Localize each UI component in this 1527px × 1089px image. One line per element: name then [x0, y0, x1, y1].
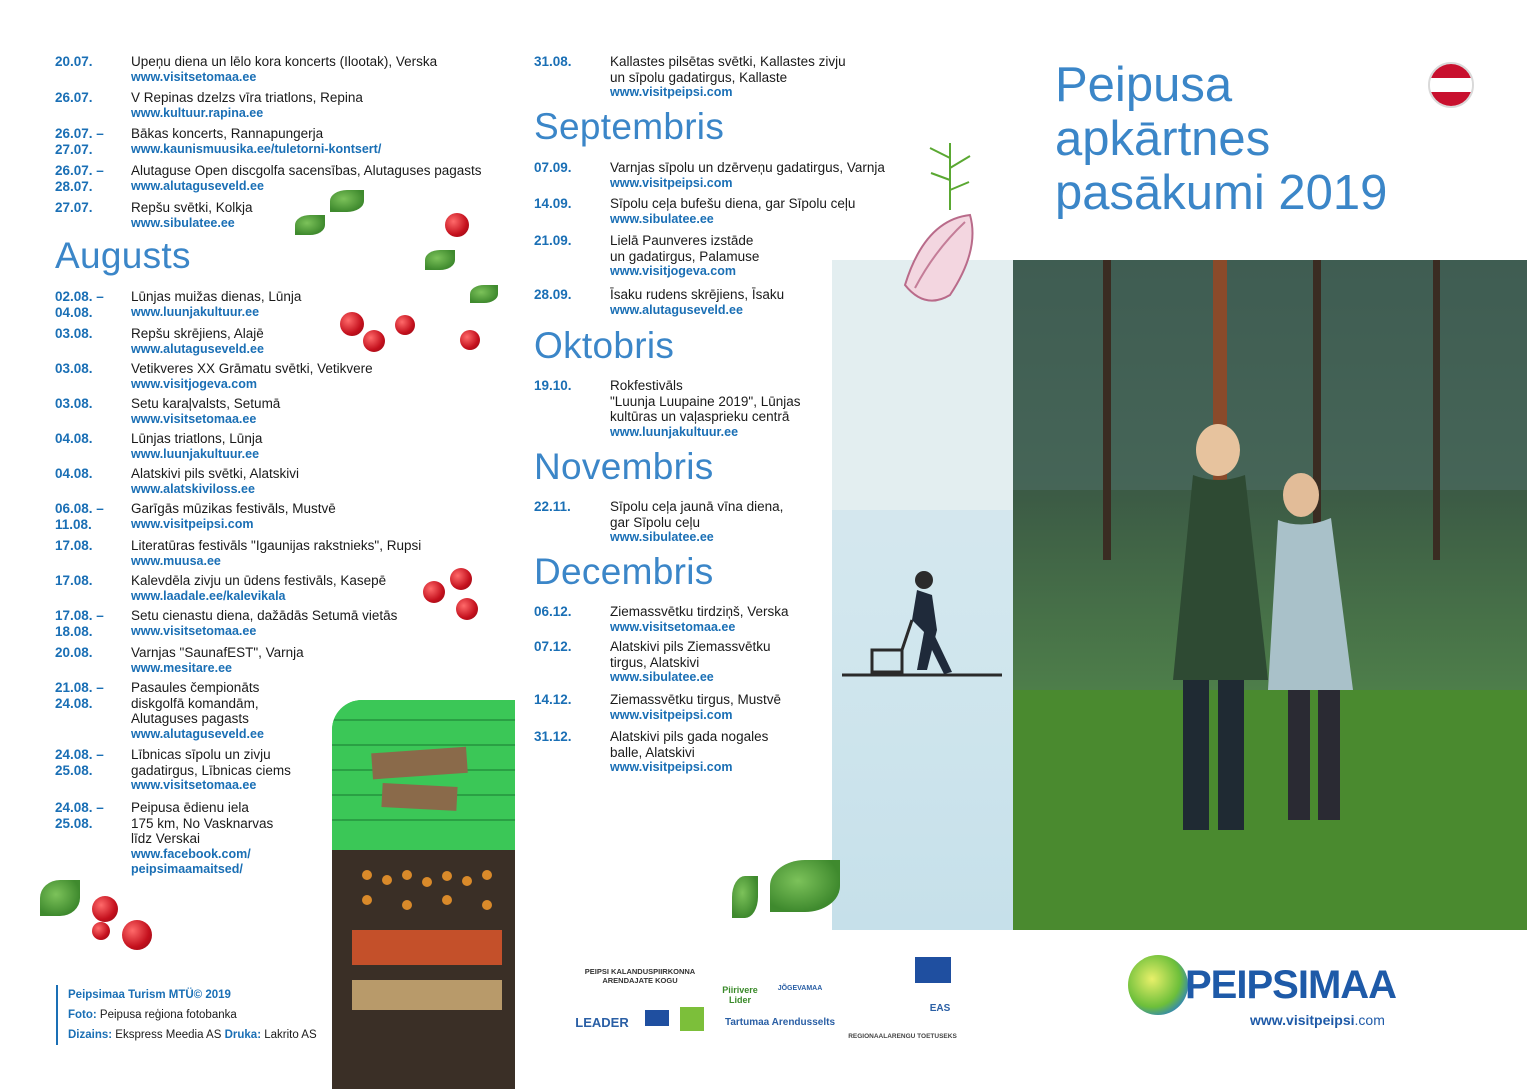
event-date: 20.08. — [55, 645, 93, 660]
event-link[interactable]: www.visitpeipsi.com — [610, 707, 733, 722]
event-link[interactable]: www.visitsetomaa.ee — [131, 623, 257, 638]
event-link[interactable]: www.visitpeipsi.com — [610, 175, 733, 190]
event-date: 21.09. — [534, 233, 572, 248]
forest-walk-photo — [1013, 260, 1527, 930]
event-title: Setu cienastu diena, dažādās Setumā vietās — [131, 608, 398, 623]
sponsor-logos — [570, 955, 960, 1045]
flag-stripe-bottom — [1430, 92, 1472, 106]
credits-print-label: Druka: — [224, 1029, 262, 1041]
event-details — [131, 800, 273, 878]
leaf-icon — [732, 876, 758, 918]
event-link[interactable]: www.visitjogeva.com — [131, 376, 257, 391]
leaf-icon — [425, 250, 455, 270]
jogevamaa-logo: JÕGEVAMAA — [777, 985, 823, 992]
event-title: Upeņu diena un lēlo kora koncerts (Ilootak), Verska — [131, 54, 438, 69]
event-link[interactable]: www.muusa.ee — [131, 553, 221, 568]
event-title: Repšu skrējiens, Alajē — [131, 326, 264, 341]
lingonberry-icon — [456, 598, 478, 620]
event-link[interactable]: www.sibulatee.ee — [610, 670, 714, 684]
lingonberry-icon — [450, 568, 472, 590]
event-details — [131, 466, 299, 497]
kicksled-figure-icon — [832, 260, 1013, 930]
credits-design-label: Dizains: — [68, 1029, 113, 1041]
event-details — [131, 608, 397, 639]
event-date: 20.07. — [55, 54, 93, 69]
brand-url[interactable] — [1250, 1012, 1385, 1028]
event-date: 07.12. — [534, 639, 572, 654]
event-details — [131, 163, 481, 194]
event-title: Alatskivi pils gada nogales balle, Alatskivi — [610, 729, 769, 760]
event-date: 26.07. – 27.07. — [55, 126, 104, 157]
event-title: Sīpolu ceļa bufešu diena, gar Sīpolu ceļu — [610, 196, 856, 211]
month-heading-decembris: Decembris — [534, 551, 714, 592]
event-date: 24.08. – 25.08. — [55, 800, 104, 831]
event-details — [131, 680, 264, 742]
event-details — [131, 200, 253, 231]
event-link[interactable]: www.alutaguseveld.ee — [131, 341, 264, 356]
event-date: 02.08. – 04.08. — [55, 289, 104, 320]
event-title: Bākas koncerts, Rannapungerja — [131, 126, 324, 141]
event-title: Kallastes pilsētas svētki, Kallastes zivju un sīpolu gadatirgus, Kallaste — [610, 54, 846, 85]
event-title: Alatskivi pils svētki, Alatskivi — [131, 466, 300, 481]
garlic-icon — [895, 210, 980, 310]
event-details — [131, 54, 437, 85]
flag-stripe-middle — [1430, 78, 1472, 92]
event-link[interactable]: www.sibulatee.ee — [610, 530, 714, 544]
brand-url-post: .com — [1354, 1012, 1385, 1028]
month-heading-septembris: Septembris — [534, 106, 725, 147]
page-title: Peipusa apkārtnes pasākumi 2019 — [1055, 58, 1388, 220]
event-link[interactable]: www.alutaguseveld.ee — [131, 726, 264, 741]
event-date: 14.12. — [534, 692, 572, 707]
event-link[interactable]: www.kaunismuusika.ee/tuletorni-kontsert/ — [131, 141, 382, 156]
event-details — [610, 378, 801, 440]
event-link[interactable]: www.visitsetomaa.ee — [610, 619, 736, 634]
event-title: Lūnjas triatlons, Lūnja — [131, 431, 263, 446]
event-title: Pasaules čempionāts diskgolfā komandām, Alutaguses pagasts — [131, 680, 260, 726]
event-title: Rokfestivāls "Luunja Luupaine 2019", Lūnjas kultūras un vaļasprieku centrā — [610, 378, 801, 424]
credits-photo-value: Peipusa reģiona fotobanka — [96, 1009, 237, 1021]
event-details — [610, 692, 781, 723]
credits-photo — [68, 1005, 317, 1025]
peipsimaa-brand — [1128, 955, 1428, 1035]
event-title: Ziemassvētku tirgus, Mustvē — [610, 692, 782, 707]
event-link[interactable]: www.luunjakultuur.ee — [131, 304, 260, 319]
event-title: Sīpolu ceļa jaunā vīna diena, gar Sīpolu ceļu — [610, 499, 784, 530]
event-title: Varnjas "SaunafEST", Varnja — [131, 645, 304, 660]
tartumaa-logo: Tartumaa Arendusselts — [724, 1017, 836, 1028]
event-details — [610, 499, 783, 546]
event-date: 26.07. — [55, 90, 93, 105]
event-title: Alutaguse Open discgolfa sacensības, Alutaguses pagasts — [131, 163, 482, 178]
event-title: Garīgās mūzikas festivāls, Mustvē — [131, 501, 336, 516]
event-details — [131, 326, 264, 357]
lingonberry-icon — [423, 581, 445, 603]
leaf-icon — [295, 215, 325, 235]
credits — [56, 985, 317, 1045]
event-details — [610, 196, 855, 227]
event-title: Alatskivi pils Ziemassvētku tirgus, Alatskivi — [610, 639, 771, 670]
event-date: 14.09. — [534, 196, 572, 211]
eas-logo: EAS — [929, 1003, 951, 1014]
event-details — [610, 639, 771, 686]
eu-flag-small-icon — [645, 1010, 669, 1026]
event-date: 17.08. — [55, 538, 93, 553]
event-date: 31.08. — [534, 54, 572, 69]
event-link[interactable]: www.sibulatee.ee — [131, 215, 235, 230]
market-stall-photo — [332, 700, 515, 1089]
event-title: Vetikveres XX Grāmatu svētki, Vetikvere — [131, 361, 373, 376]
event-date: 03.08. — [55, 396, 93, 411]
lingonberry-icon — [363, 330, 385, 352]
lingonberry-icon — [445, 213, 469, 237]
flag-stripe-top — [1430, 64, 1472, 78]
leaf-icon — [40, 880, 80, 916]
event-details — [131, 126, 381, 157]
event-details — [610, 54, 846, 101]
event-link[interactable]: www.luunjakultuur.ee — [131, 446, 260, 461]
event-date: 19.10. — [534, 378, 572, 393]
lingonberry-icon — [92, 896, 118, 922]
event-title: Peipusa ēdienu iela 175 km, No Vasknarvas līdz Verskai — [131, 800, 274, 846]
event-details — [610, 233, 759, 280]
brand-url-mid: visitpeipsi — [1286, 1012, 1355, 1028]
event-details — [131, 289, 301, 320]
month-heading-augusts: Augusts — [55, 235, 191, 276]
eu-flag-icon — [915, 957, 951, 983]
event-details — [131, 645, 304, 676]
event-date: 31.12. — [534, 729, 572, 744]
kalandus-logo: PEIPSI KALANDUSPIIRKONNA ARENDAJATE KOGU — [584, 967, 696, 985]
leaf-icon — [470, 285, 498, 303]
onion-stall-icon — [332, 700, 515, 1089]
event-title: Lūnjas muižas dienas, Lūnja — [131, 289, 302, 304]
leader-leaf-icon — [680, 1007, 704, 1031]
event-link[interactable]: www.visitpeipsi.com — [131, 516, 254, 531]
event-title: Ziemassvētku tirdziņš, Verska — [610, 604, 789, 619]
event-link[interactable]: www.visitjogeva.com — [610, 264, 736, 278]
lingonberry-icon — [340, 312, 364, 336]
event-link[interactable]: www.visitpeipsi.com — [610, 85, 733, 99]
credits-photo-label: Foto: — [68, 1009, 97, 1021]
event-date: 27.07. — [55, 200, 93, 215]
event-link[interactable]: www.alatskiviloss.ee — [131, 481, 255, 496]
event-title: Lībnicas sīpolu un zivju gadatirgus, Lībnicas ciems — [131, 747, 291, 778]
credits-design-value: Ekspress Meedia AS — [112, 1029, 225, 1041]
lingonberry-icon — [460, 330, 480, 350]
brand-name: PEIPSIMAA — [1185, 963, 1397, 1007]
credits-print-value: Lakrito AS — [261, 1029, 317, 1041]
event-date: 17.08. — [55, 573, 93, 588]
event-date: 06.12. — [534, 604, 572, 619]
event-date: 06.08. – 11.08. — [55, 501, 104, 532]
lingonberry-icon — [122, 920, 152, 950]
event-link[interactable]: www.alutaguseveld.ee — [610, 302, 743, 317]
event-details — [610, 160, 885, 191]
credits-design — [68, 1025, 317, 1045]
piirivere-logo: Piirivere Lider — [722, 985, 758, 1005]
event-title: Setu karaļvalsts, Setumā — [131, 396, 281, 411]
event-details — [610, 287, 784, 318]
event-link[interactable]: www.alutaguseveld.ee — [131, 178, 264, 193]
event-date: 22.11. — [534, 499, 571, 514]
event-date: 17.08. – 18.08. — [55, 608, 104, 639]
lingonberry-icon — [92, 922, 110, 940]
latvian-flag-icon — [1428, 62, 1474, 108]
event-details — [131, 431, 262, 462]
event-details — [131, 90, 363, 121]
lingonberry-icon — [395, 315, 415, 335]
event-date: 21.08. – 24.08. — [55, 680, 104, 711]
event-title: Varnjas sīpolu un dzērveņu gadatirgus, Varnja — [610, 160, 885, 175]
event-link[interactable]: www.luunjakultuur.ee — [610, 424, 739, 439]
event-date: 03.08. — [55, 326, 93, 341]
event-details — [131, 573, 386, 604]
leaf-icon — [330, 190, 364, 212]
event-details — [131, 361, 373, 392]
event-date: 04.08. — [55, 466, 93, 481]
event-link[interactable]: www.laadale.ee/kalevikala — [131, 588, 286, 603]
event-details — [131, 501, 336, 532]
event-title: Lielā Paunveres izstāde un gadatirgus, Palamuse — [610, 233, 760, 264]
leader-logo: LEADER — [575, 1015, 629, 1030]
dill-icon — [925, 138, 975, 213]
credits-org: Peipsimaa Turism MTÜ© 2019 — [68, 989, 231, 1001]
event-details — [131, 396, 280, 427]
event-link[interactable]: www.kultuur.rapina.ee — [131, 105, 264, 120]
event-details — [131, 747, 291, 794]
event-title: Repšu svētki, Kolkja — [131, 200, 253, 215]
event-date: 26.07. – 28.07. — [55, 163, 104, 194]
leaf-icon — [770, 860, 840, 912]
event-title: Īsaku rudens skrējiens, Īsaku — [610, 287, 785, 302]
month-heading-novembris: Novembris — [534, 446, 714, 487]
brand-url-pre: www. — [1250, 1012, 1287, 1028]
event-title: Literatūras festivāls "Igaunijas rakstnieks", Rupsi — [131, 538, 422, 553]
forest-scene-icon — [1013, 260, 1527, 930]
event-link[interactable]: www.visitpeipsi.com — [610, 760, 733, 774]
event-date: 07.09. — [534, 160, 572, 175]
event-title: V Repinas dzelzs vīra triatlons, Repina — [131, 90, 363, 105]
event-link[interactable]: www.mesitare.ee — [131, 660, 232, 675]
event-date: 28.09. — [534, 287, 572, 302]
event-date: 03.08. — [55, 361, 93, 376]
event-link[interactable]: www.facebook.com/ peipsimaamaitsed/ — [131, 846, 251, 876]
ice-sled-photo — [832, 260, 1013, 930]
event-title: Kalevdēla zivju un ūdens festivāls, Kasepē — [131, 573, 387, 588]
event-details — [131, 538, 421, 569]
event-link[interactable]: www.visitsetomaa.ee — [131, 69, 257, 84]
event-details — [610, 604, 789, 635]
event-link[interactable]: www.sibulatee.ee — [610, 211, 714, 226]
event-link[interactable]: www.visitsetomaa.ee — [131, 778, 257, 792]
event-details — [610, 729, 768, 776]
event-date: 04.08. — [55, 431, 93, 446]
globe-logo-icon — [1128, 955, 1188, 1015]
regional-caption: REGIONAALARENGU TOETUSEKS — [848, 1033, 957, 1040]
month-heading-oktobris: Oktobris — [534, 325, 675, 366]
event-date: 24.08. – 25.08. — [55, 747, 104, 778]
event-link[interactable]: www.visitsetomaa.ee — [131, 411, 257, 426]
